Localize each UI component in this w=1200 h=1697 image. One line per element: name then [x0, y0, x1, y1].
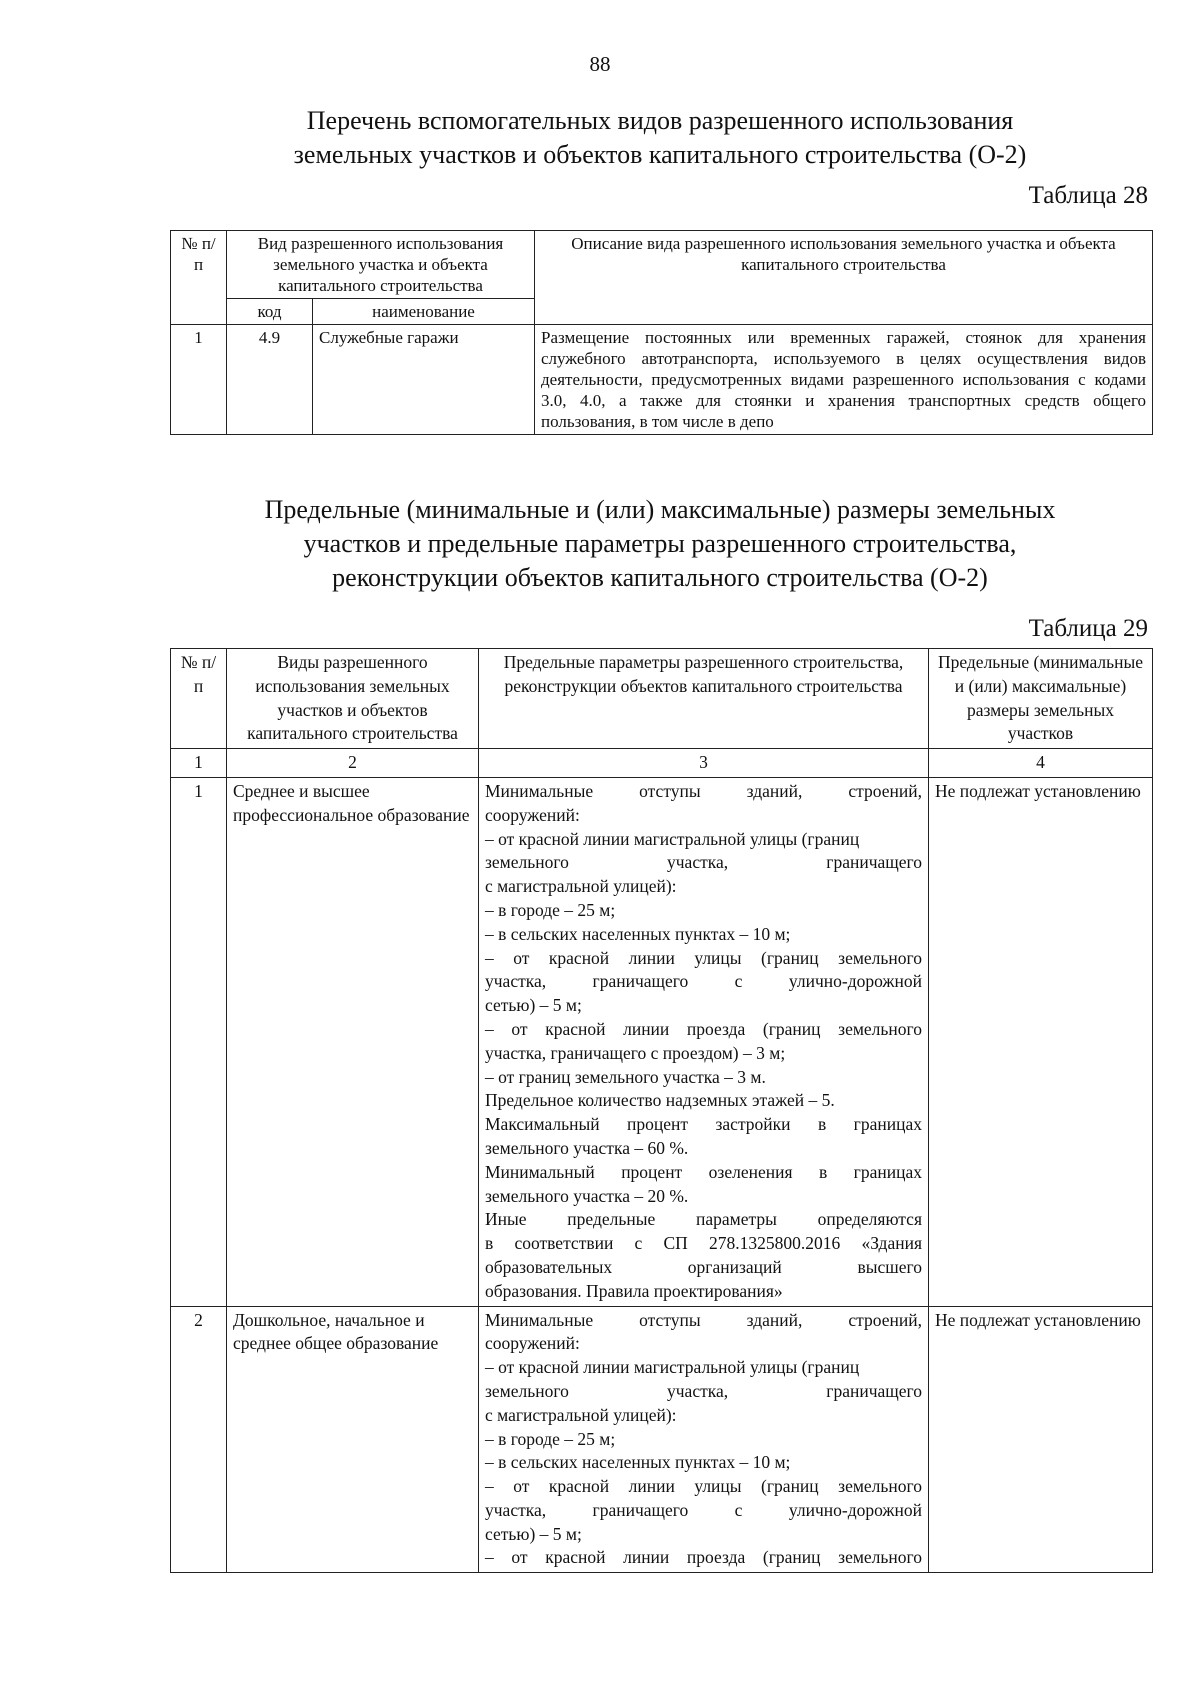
params-line: участка, граничащего с улично-дорожной	[485, 1499, 922, 1520]
params-line: Минимальный процент озеленения в границах	[485, 1161, 922, 1182]
table29-cell-params	[479, 777, 929, 1306]
table29-cell-kind: Дошкольное, начальное и среднее общее образование	[227, 1306, 479, 1573]
params-line: – от границ земельного участка – 3 м.	[485, 1066, 766, 1087]
params-line: сооружений:	[485, 804, 580, 825]
params-line: – в городе – 25 м;	[485, 899, 616, 920]
params-line: Максимальный процент застройки в границах	[485, 1114, 922, 1135]
page-number: 88	[589, 52, 611, 76]
params-line: – от красной линии улицы (границ земельного	[485, 947, 922, 968]
params-line: – от красной линии проезда (границ земельного	[485, 1547, 922, 1568]
params-line: земельного участка, граничащего	[485, 852, 922, 873]
params-line: в соответствии с СП 278.1325800.2016 «Здания	[485, 1233, 922, 1254]
table29-heading-line: участков и предельные параметры разрешенного строительства,	[303, 529, 1017, 558]
params-line: участка, граничащего с улично-дорожной	[485, 971, 922, 992]
table28-header-num: № п/п	[171, 231, 227, 325]
params-line: Иные предельные параметры определяются	[485, 1209, 922, 1230]
table29-column-number: 1	[171, 749, 227, 778]
table29-header-params: Предельные параметры разрешенного строительства, реконструкции объектов капитального строительства	[479, 649, 929, 749]
table28-label: Таблица 28	[1028, 182, 1148, 209]
params-line: – от красной линии магистральной улицы (границ	[485, 828, 860, 849]
table28-header-kind: Вид разрешенного использования земельного участка и объекта капитального строительства	[227, 231, 535, 299]
table-row	[171, 1306, 1153, 1573]
params-line: земельного участка – 20 %.	[485, 1185, 689, 1206]
table28-heading-line: Перечень вспомогательных видов разрешенного использования	[306, 106, 1014, 135]
table28-header-name: наименование	[313, 299, 535, 325]
table29-cell-num: 1	[171, 777, 227, 1306]
table29-heading-line: Предельные (минимальные и (или) максимальные) размеры земельных	[264, 495, 1056, 524]
params-line: Минимальные отступы зданий, строений,	[485, 780, 922, 801]
table28-cell-description: Размещение постоянных или временных гаражей, стоянок для хранения служебного автотранспорта, используемого в целях осуществления видов деятельности, предусмотренных видами разрешенного использования с кодами 3.0, 4.0, а также для стоянки и хранения транспортных средств общего пользования, в том числе в депо	[535, 325, 1153, 435]
table29-cell-size: Не подлежат установлению	[929, 1306, 1153, 1573]
table29-cell-kind: Среднее и высшее профессиональное образование	[227, 777, 479, 1306]
params-line: участка, граничащего с проездом) – 3 м;	[485, 1042, 786, 1063]
table28	[170, 230, 1153, 435]
table29-label: Таблица 29	[1028, 615, 1148, 642]
params-line: сооружений:	[485, 1333, 580, 1354]
params-line: Минимальные отступы зданий, строений,	[485, 1309, 922, 1330]
table28-header-row	[171, 231, 1153, 299]
table29-header-row	[171, 649, 1153, 749]
table29-header-kinds: Виды разрешенного использования земельных участков и объектов капитального строительства	[227, 649, 479, 749]
table29-column-number: 3	[479, 749, 929, 778]
params-line: – в сельских населенных пунктах – 10 м;	[485, 923, 791, 944]
table28-cell-num: 1	[171, 325, 227, 435]
table29	[170, 648, 1153, 1573]
params-line: земельного участка, граничащего	[485, 1380, 922, 1401]
table29-column-numbers-row	[171, 749, 1153, 778]
table29-cell-num: 2	[171, 1306, 227, 1573]
table-row	[171, 777, 1153, 1306]
table29-header-sizes: Предельные (минимальные и (или) максимальные) размеры земельных участков	[929, 649, 1153, 749]
table29-column-number: 4	[929, 749, 1153, 778]
params-line: – в городе – 25 м;	[485, 1428, 616, 1449]
params-line: с магистральной улицей):	[485, 1404, 677, 1425]
table29-cell-size: Не подлежат установлению	[929, 777, 1153, 1306]
table29-heading	[160, 493, 1160, 595]
params-line: – в сельских населенных пунктах – 10 м;	[485, 1452, 791, 1473]
table29-heading-line: реконструкции объектов капитального строительства (О-2)	[332, 563, 988, 592]
params-line: – от красной линии улицы (границ земельного	[485, 1476, 922, 1497]
params-line: – от красной линии магистральной улицы (границ	[485, 1357, 860, 1378]
params-line: сетью) – 5 м;	[485, 995, 582, 1016]
table29-cell-params	[479, 1306, 929, 1573]
table29-header-num: № п/п	[171, 649, 227, 749]
params-line: земельного участка – 60 %.	[485, 1137, 689, 1158]
table28-heading-line: земельных участков и объектов капитального строительства (О-2)	[293, 140, 1027, 169]
params-line: сетью) – 5 м;	[485, 1523, 582, 1544]
table28-cell-name: Служебные гаражи	[313, 325, 535, 435]
table-row	[171, 325, 1153, 435]
params-line: с магистральной улицей):	[485, 876, 677, 897]
table28-header-description: Описание вида разрешенного использования земельного участка и объекта капитального строительства	[535, 231, 1153, 325]
params-line: образования. Правила проектирования»	[485, 1280, 783, 1301]
table28-cell-code: 4.9	[227, 325, 313, 435]
params-line: Предельное количество надземных этажей – 5.	[485, 1090, 835, 1111]
table29-column-number: 2	[227, 749, 479, 778]
params-line: образовательных организаций высшего	[485, 1256, 922, 1277]
table28-heading	[160, 104, 1160, 172]
params-line: – от красной линии проезда (границ земельного	[485, 1018, 922, 1039]
table28-header-code: код	[227, 299, 313, 325]
